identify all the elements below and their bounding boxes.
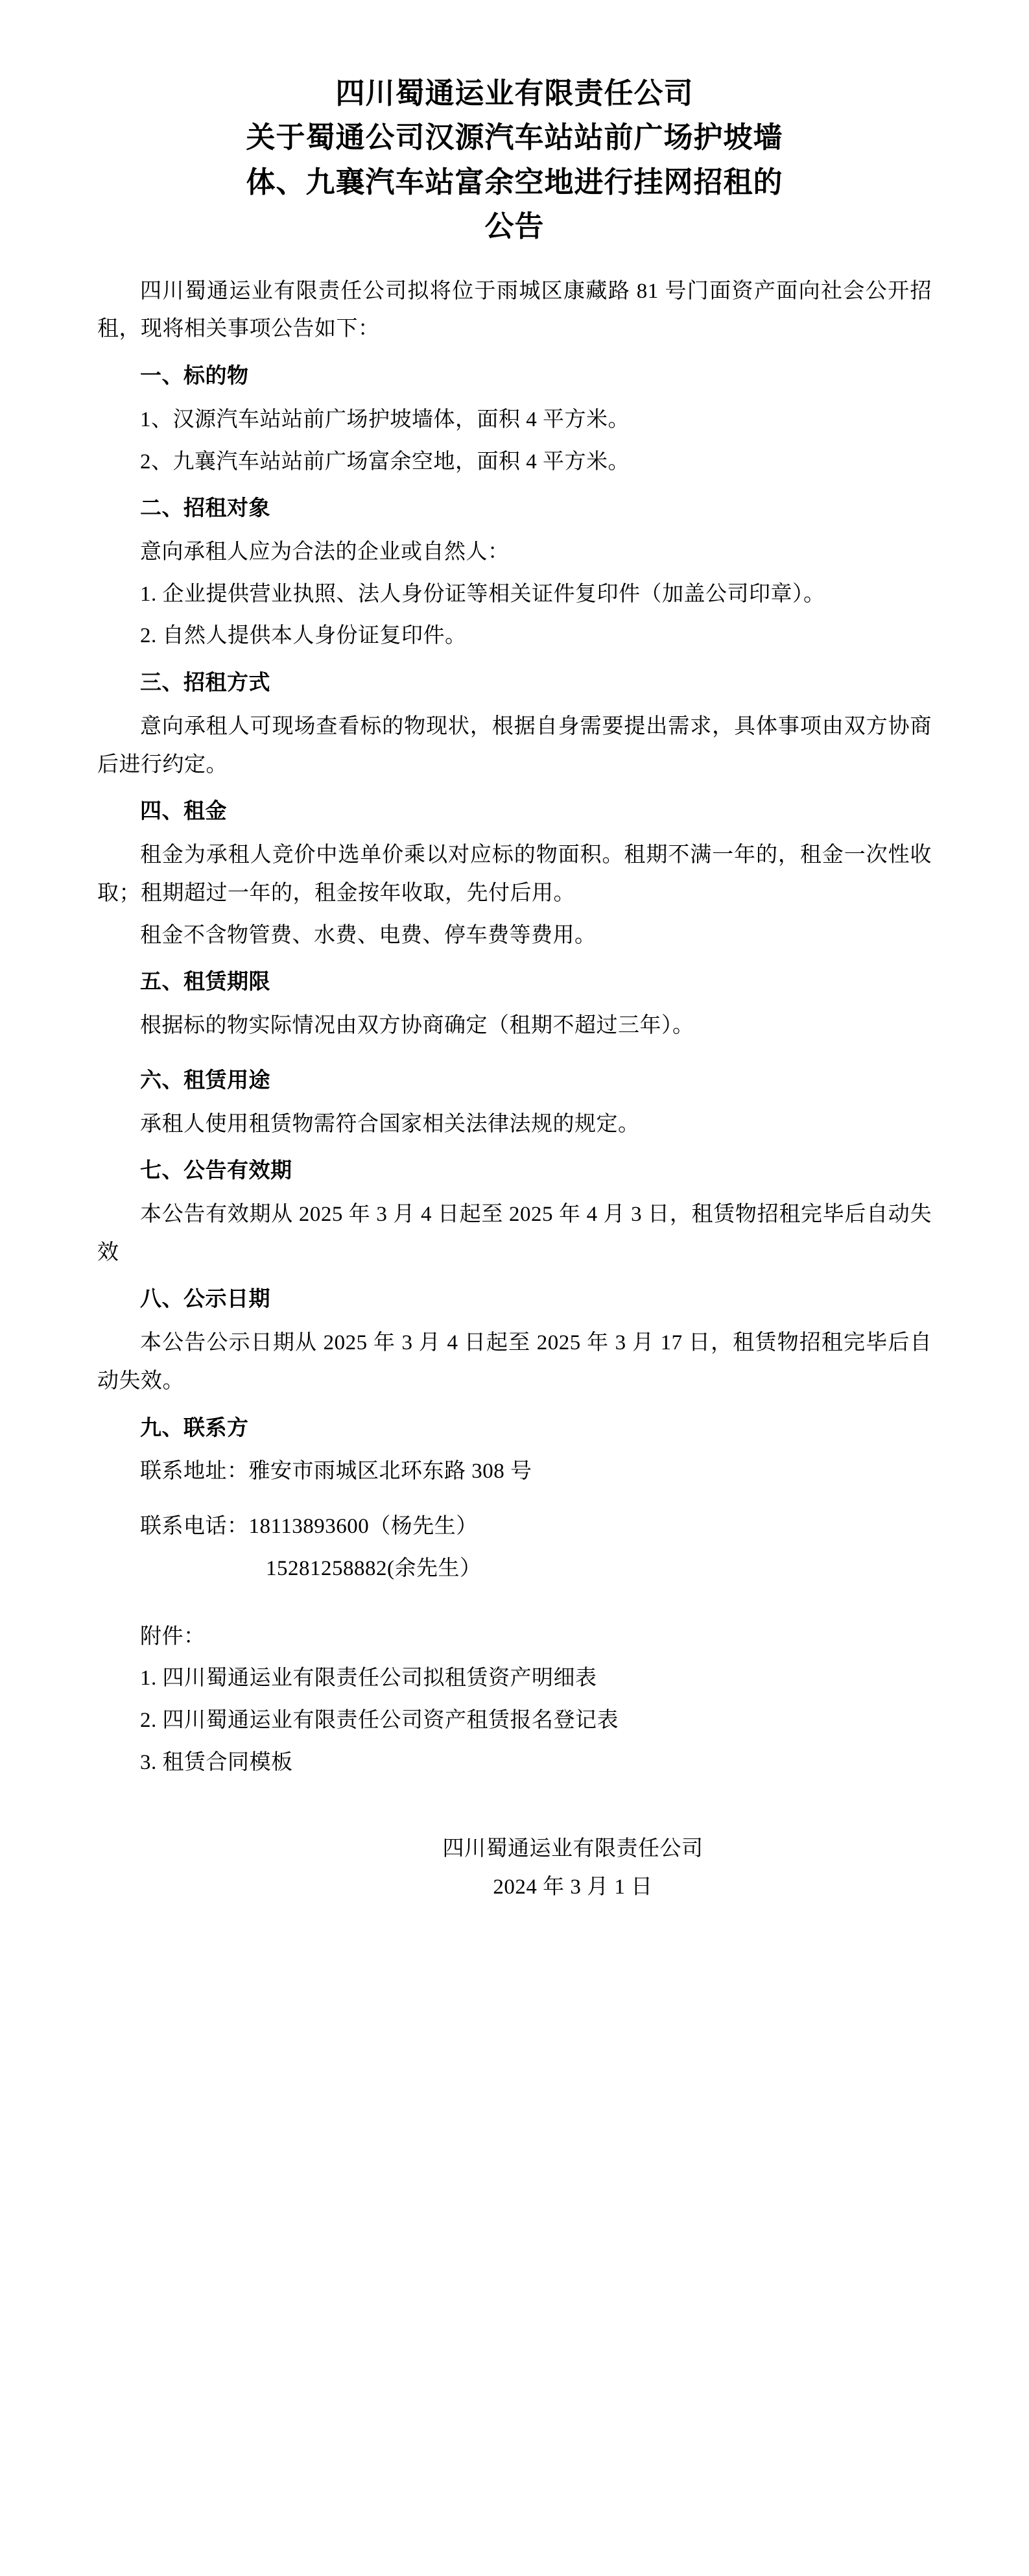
section-heading-5: 五、租赁期限 xyxy=(140,970,270,994)
page-title xyxy=(155,71,875,249)
document-body xyxy=(97,272,932,1782)
section-heading-4: 四、租金 xyxy=(140,800,227,824)
section-1-paragraph-2: 2、九襄汽车站站前广场富余空地，面积 4 平方米。 xyxy=(140,450,630,474)
section-4-paragraph-1: 租金为承租人竞价中选单价乘以对应标的物面积。租期不满一年的，租金一次性收取；租期超过一年的，租金按年收取，先付后用。 xyxy=(97,843,932,905)
section-heading-3: 三、招租方式 xyxy=(140,671,270,695)
title-line-4: 公告 xyxy=(484,210,545,243)
section-9-paragraph-1: 联系地址：雅安市雨城区北环东路 308 号 xyxy=(140,1460,532,1484)
section-4-paragraph-2: 租金不含物管费、水费、电费、停车费等费用。 xyxy=(140,923,597,947)
section-heading-9: 九、联系方 xyxy=(140,1416,249,1440)
section-heading-7: 七、公告有效期 xyxy=(140,1159,292,1183)
section-2-paragraph-1: 意向承租人应为合法的企业或自然人： xyxy=(140,540,510,564)
signature-block xyxy=(97,1830,932,1907)
section-3-paragraph-1: 意向承租人可现场查看标的物现状，根据自身需要提出需求，具体事项由双方协商后进行约定。 xyxy=(97,714,932,776)
attachment-item-1: 1. 四川蜀通运业有限责任公司拟租赁资产明细表 xyxy=(140,1667,597,1691)
section-6-paragraph-1: 承租人使用租赁物需符合国家相关法律法规的规定。 xyxy=(140,1112,640,1136)
signature-date: 2024 年 3 月 1 日 xyxy=(493,1875,653,1899)
title-line-2: 关于蜀通公司汉源汽车站站前广场护坡墙 xyxy=(246,121,783,154)
signature-company: 四川蜀通运业有限责任公司 xyxy=(442,1836,704,1860)
section-8-paragraph-1: 本公告公示日期从 2025 年 3 月 4 日起至 2025 年 3 月 17 日，租赁物招租完毕后自动失效。 xyxy=(97,1331,932,1393)
section-heading-1: 一、标的物 xyxy=(140,365,249,389)
title-line-1: 四川蜀通运业有限责任公司 xyxy=(335,77,694,110)
attachment-item-2: 2. 四川蜀通运业有限责任公司资产租赁报名登记表 xyxy=(140,1709,619,1733)
section-heading-6: 六、租赁用途 xyxy=(140,1068,270,1092)
section-heading-2: 二、招租对象 xyxy=(140,497,270,521)
intro-paragraph: 四川蜀通运业有限责任公司拟将位于雨城区康藏路 81 号门面资产面向社会公开招租，现将相关事项公告如下： xyxy=(97,279,932,341)
contact-phone-line-2: 15281258882(余先生） xyxy=(266,1556,482,1580)
attachment-item-3: 3. 租赁合同模板 xyxy=(140,1750,293,1774)
section-2-paragraph-2: 1. 企业提供营业执照、法人身份证等相关证件复印件（加盖公司印章）。 xyxy=(140,582,825,606)
section-7-paragraph-1: 本公告有效期从 2025 年 3 月 4 日起至 2025 年 4 月 3 日，租赁物招租完毕后自动失效 xyxy=(97,1202,932,1264)
section-heading-8: 八、公示日期 xyxy=(140,1288,270,1312)
section-5-paragraph-1: 根据标的物实际情况由双方协商确定（租期不超过三年）。 xyxy=(140,1014,694,1038)
section-2-paragraph-3: 2. 自然人提供本人身份证复印件。 xyxy=(140,624,467,648)
attachments-heading: 附件： xyxy=(140,1624,206,1648)
contact-phone-line-1: 联系电话：18113893600（杨先生） xyxy=(140,1515,478,1539)
title-line-3: 体、九襄汽车站富余空地进行挂网招租的 xyxy=(246,165,783,199)
section-1-paragraph-1: 1、汉源汽车站站前广场护坡墙体，面积 4 平方米。 xyxy=(140,407,630,431)
